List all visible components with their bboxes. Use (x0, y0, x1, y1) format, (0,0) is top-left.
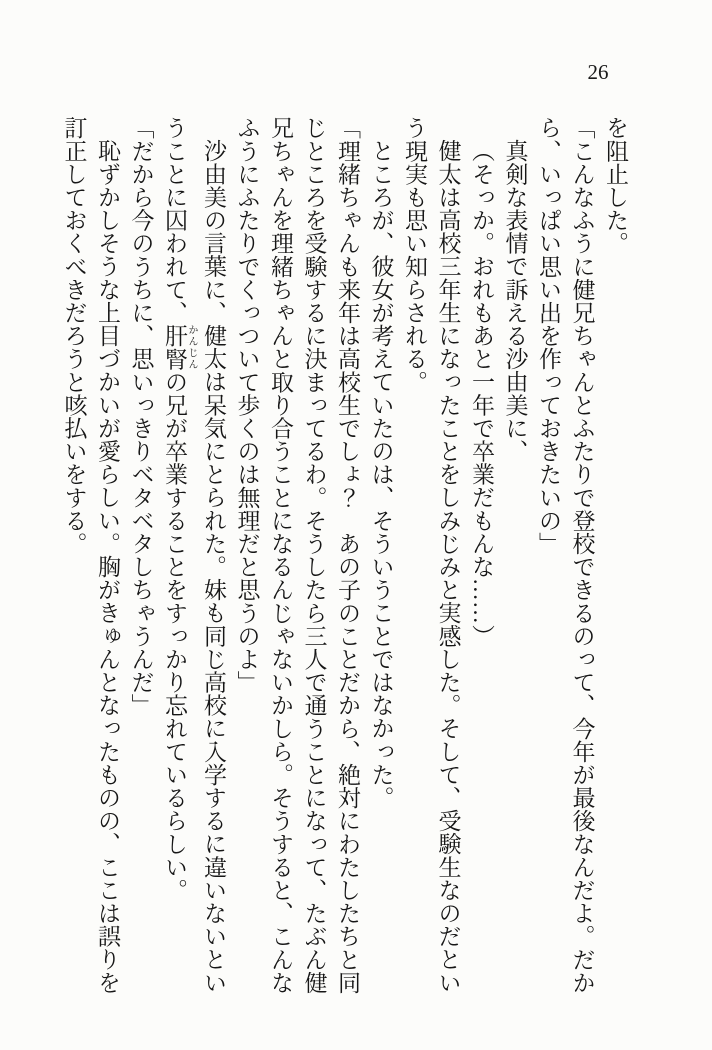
text-line: 「理緒ちゃんも来年は高校生でしょ？ あの子のことだから、絶対にわたしたちと同 (335, 116, 360, 994)
text-line: （そっか。おれもあと一年で卒業だもんな……） (469, 139, 494, 648)
ruby-furigana: かんじん (186, 323, 197, 371)
text-segment: うことに囚われて、 (162, 116, 187, 324)
text-block (57, 116, 632, 1020)
text-line: う現実も思い知らされる。 (402, 116, 427, 394)
text-line: 沙由美の言葉に、健太は呆気にとられた。妹も同じ高校に入学するに違いないとい (201, 139, 226, 994)
text-line: ら、いっぱい思い出を作っておきたいの」 (536, 116, 561, 555)
text-line: ふうにふたりでくっついて歩くのは無理だと思うのよ」 (234, 116, 260, 694)
text-line: 訂正しておくべきだろうと咳払いをする。 (61, 116, 87, 555)
text-line: 恥ずかしそうな上目づかいが愛らしい。胸がきゅんとなったものの、ここは誤りを (95, 139, 120, 994)
text-line: を阻止した。 (603, 116, 628, 255)
text-line: 兄ちゃんを理緒ちゃんと取り合うことになるんじゃないかしら。そうすると、こんな (268, 116, 293, 994)
page-number: 26 (587, 60, 609, 84)
text-line (158, 116, 197, 1020)
text-line: じところを受験するに決まってるわ。そうしたら三人で通うことになって、たぶん健 (301, 116, 327, 994)
text-line: 健太は高校三年生になったことをしみじみと実感した。そして、受験生なのだとい (435, 139, 461, 994)
text-line: 「だから今のうちに、思いっきりベタベタしちゃうんだ」 (128, 116, 154, 717)
ruby-annotation (162, 323, 197, 371)
text-segment: の兄が卒業することをすっかり忘れているらしい。 (162, 370, 187, 902)
text-line: 真剣な表情で訴える沙由美に、 (502, 139, 528, 463)
text-line: ところが、彼女が考えていたのは、そういうことではなかった。 (368, 139, 394, 809)
ruby-base: 肝腎 (162, 323, 187, 371)
text-line: 「こんなふうに健兄ちゃんとふたりで登校できるのって、今年が最後なんだよ。だか (569, 116, 595, 994)
